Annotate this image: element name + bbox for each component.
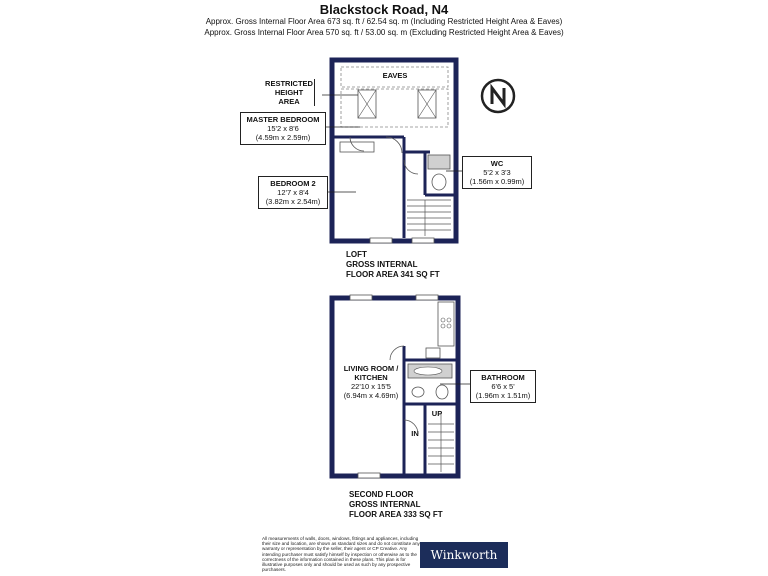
- stairs-up-label: UP: [431, 409, 443, 418]
- north-arrow-icon: [482, 80, 514, 112]
- second-floor-caption: SECOND FLOOR GROSS INTERNAL FLOOR AREA 333 SQ FT: [349, 490, 443, 519]
- disclaimer-text: All measurements of walls, doors, windows, fittings and appliances, including their size and location, are shown as standard sizes and do not constitute any warranty or representation by the seller, their agent or CP Creative. Any intending purchaser must satisfy himself by inspection or otherwise as to the correctness of the information contained in these plans. This plan is for illustrative purposes only and should be used as such by any prospective purchasers.: [262, 536, 420, 573]
- wc-label: WC 5'2 x 3'3 (1.56m x 0.99m): [462, 156, 532, 189]
- wc-toilet: [432, 174, 446, 190]
- loft-caption: LOFT GROSS INTERNAL FLOOR AREA 341 SQ FT: [346, 250, 440, 279]
- bedroom-2-label: BEDROOM 2 12'7 x 8'4 (3.82m x 2.54m): [258, 176, 328, 209]
- kitchen-counter: [438, 302, 454, 346]
- area-including-line: Approx. Gross Internal Floor Area 673 sq. ft / 62.54 sq. m (Including Restricted Height Area & Eaves): [205, 17, 563, 26]
- bathroom-toilet: [436, 385, 448, 399]
- entrance-in-label: IN: [411, 429, 419, 438]
- master-bedroom-label: MASTER BEDROOM 15'2 x 8'6 (4.59m x 2.59m): [240, 112, 326, 145]
- loft-plan: [332, 60, 456, 243]
- page-title: Blackstock Road, N4: [319, 2, 449, 17]
- area-excluding-line: Approx. Gross Internal Floor Area 570 sq. ft / 53.00 sq. m (Excluding Restricted Height Area & Eaves): [204, 28, 564, 37]
- bathroom-basin: [412, 387, 424, 397]
- living-room-label: LIVING ROOM / KITCHEN 22'10 x 15'5 (6.94m x 4.69m): [343, 364, 399, 400]
- wc-basin: [428, 155, 450, 169]
- bathroom-label: BATHROOM 6'6 x 5' (1.96m x 1.51m): [470, 370, 536, 403]
- eaves-label: EAVES: [382, 71, 408, 80]
- restricted-height-label: RESTRICTED HEIGHT AREA: [264, 79, 315, 106]
- winkworth-logo: Winkworth: [420, 542, 508, 568]
